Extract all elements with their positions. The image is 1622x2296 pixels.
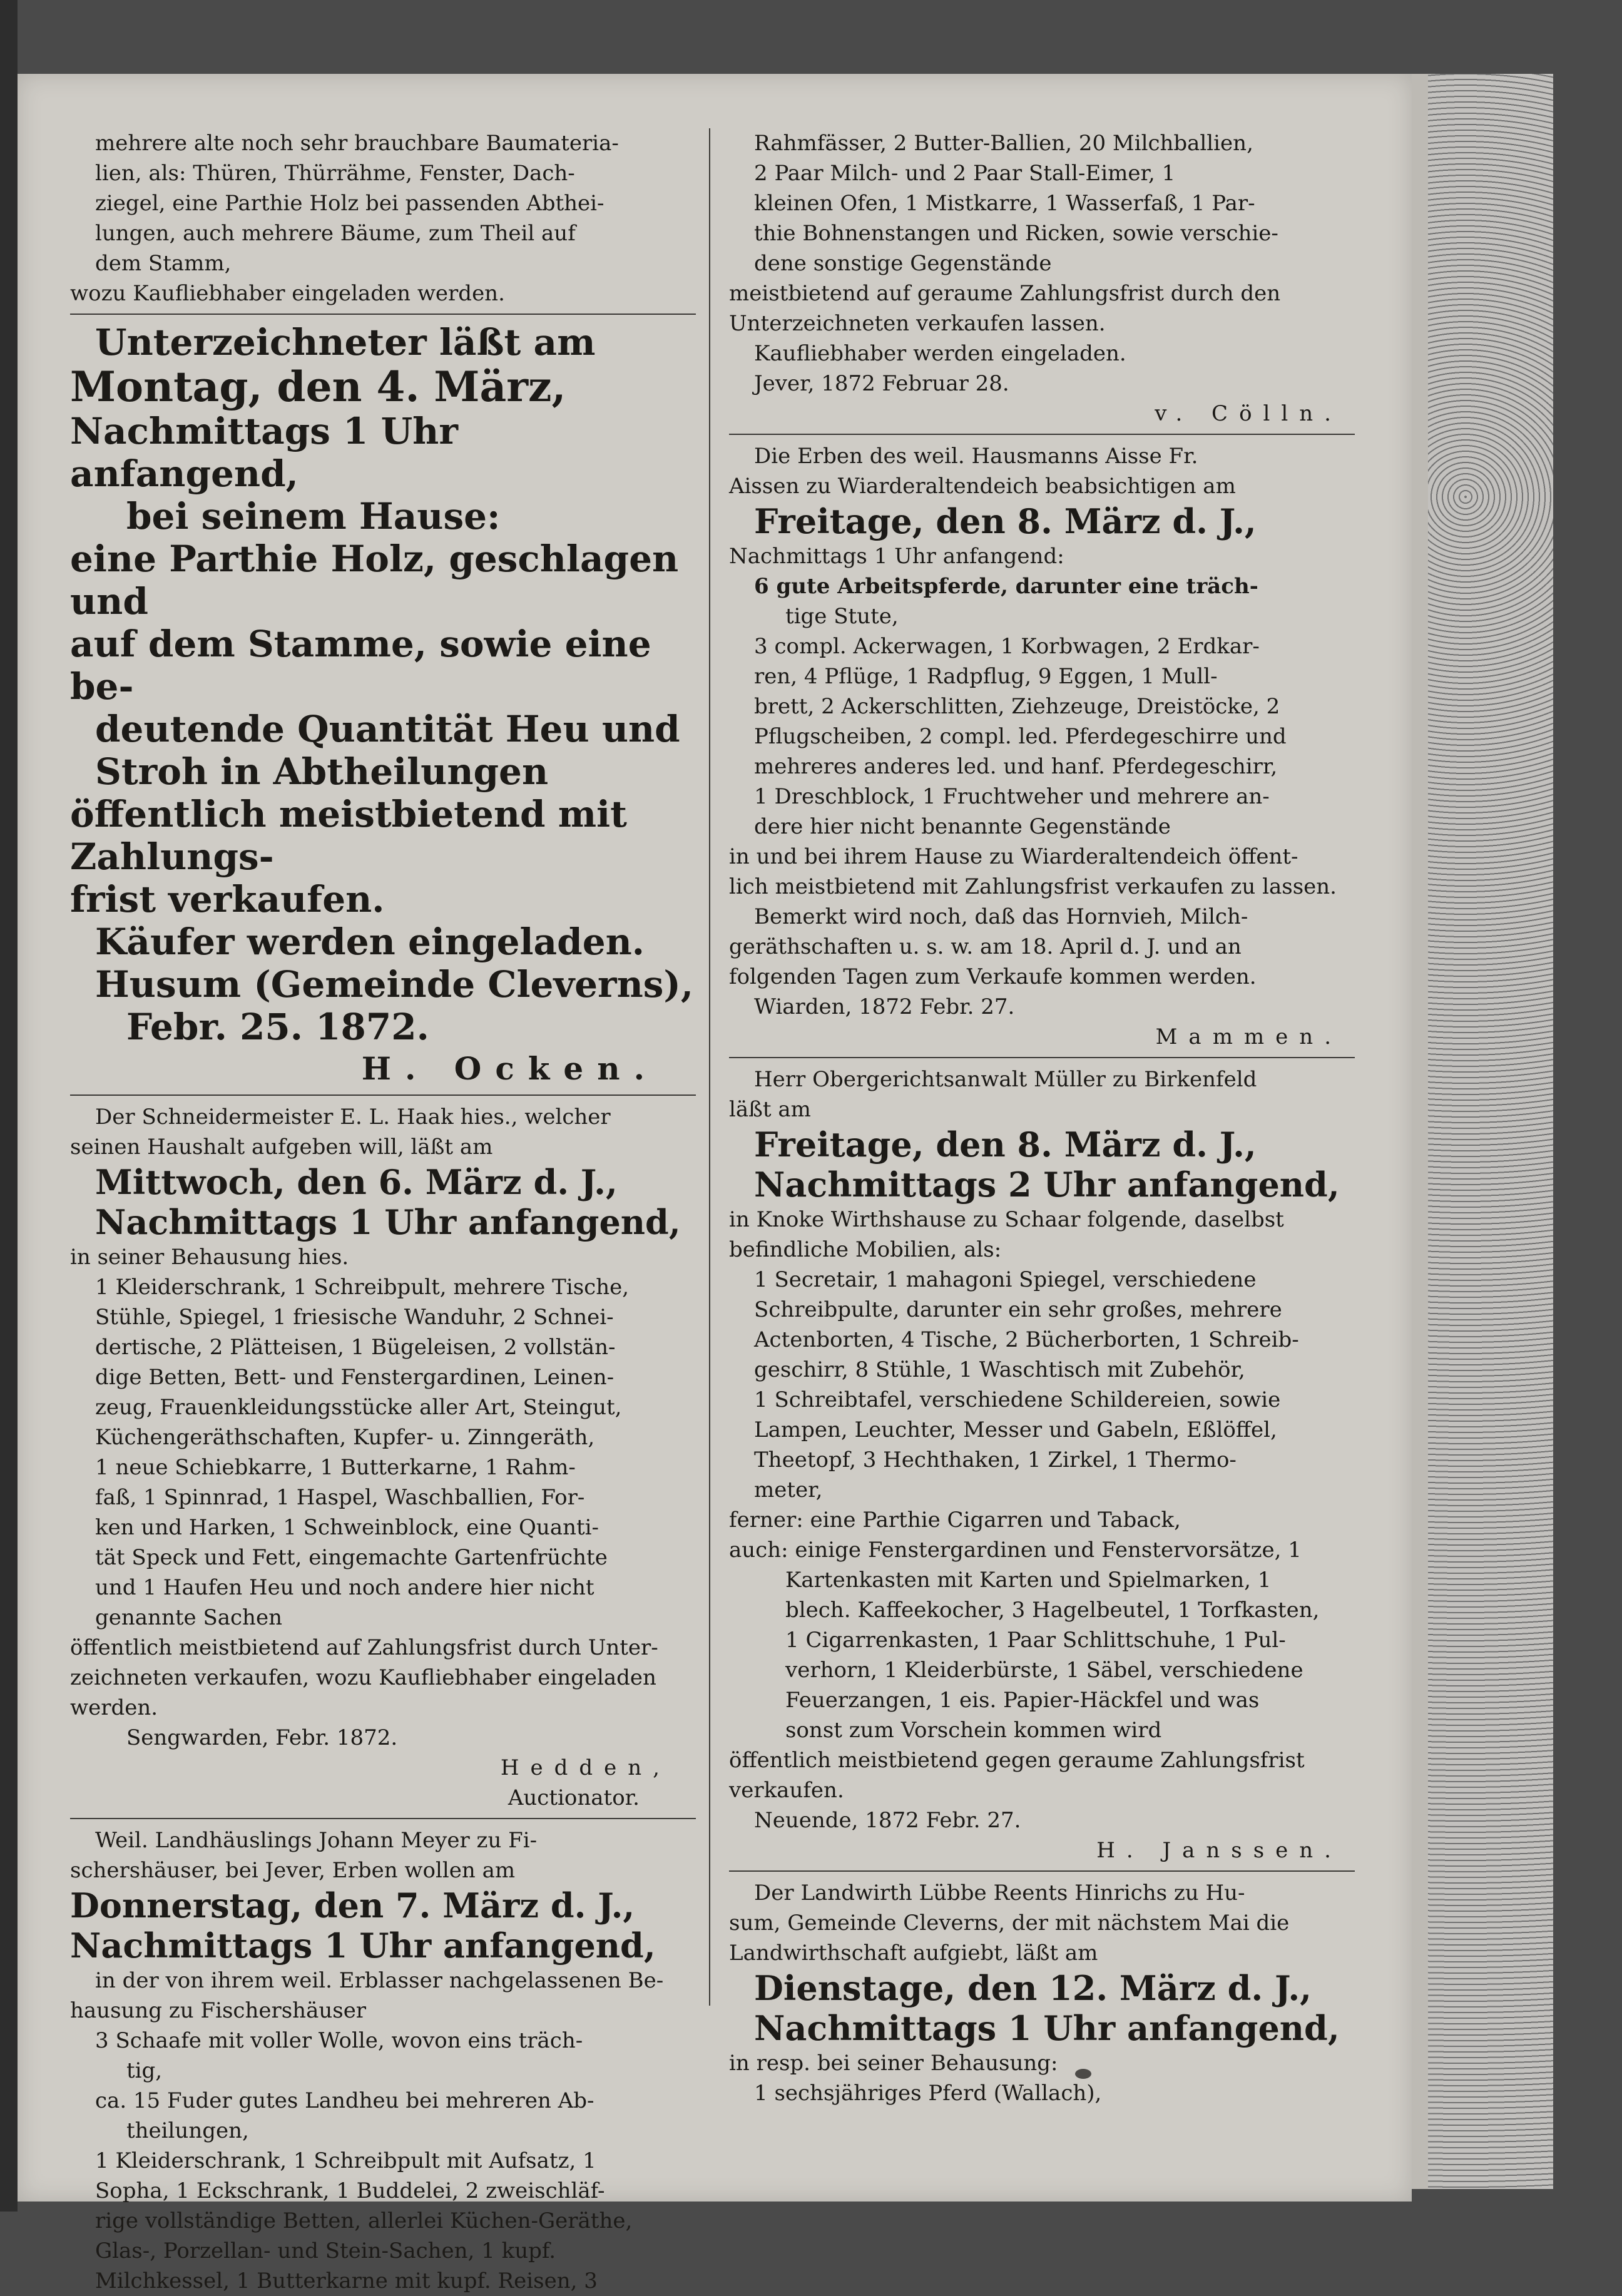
item-line: Feuerzangen, 1 eis. Papier-Häckfel und was <box>785 1688 1260 1713</box>
text-line: folgenden Tagen zum Verkaufe kommen werden. <box>729 964 1257 989</box>
text-line: mehrere alte noch sehr brauchbare Baumateria- <box>95 131 619 156</box>
text-line: lungen, auch mehrere Bäume, zum Theil auf <box>95 221 576 246</box>
item-line: dertische, 2 Plätteisen, 1 Bügeleisen, 2 vollstän- <box>95 1335 616 1360</box>
item-line: Stühle, Spiegel, 1 friesische Wanduhr, 2 Schnei- <box>95 1305 614 1330</box>
ad-headline: auf dem Stamme, sowie eine be- <box>70 623 651 708</box>
text-line: Der Landwirth Lübbe Reents Hinrichs zu Hu- <box>754 1880 1245 1906</box>
item-line: dene sonstige Gegenstände <box>754 251 1052 276</box>
ad-date: Febr. 25. 1872. <box>126 1006 429 1048</box>
item-line: Pflugscheiben, 2 compl. led. Pferdegeschirre und <box>754 724 1287 749</box>
ad-signature: H. Ocken. <box>361 1050 658 1087</box>
text-line: auch: einige Fenstergardinen und Fenstervorsätze, 1 <box>729 1538 1302 1563</box>
item-line: 1 Dreschblock, 1 Fruchtweher und mehrere an- <box>754 784 1270 809</box>
text-line: verkaufen. <box>729 1778 844 1803</box>
ad-headline: Husum (Gemeinde Cleverns), <box>95 963 694 1006</box>
ad-headline: Montag, den 4. März, <box>70 362 566 411</box>
item-line: 3 compl. Ackerwagen, 1 Korbwagen, 2 Erdkar- <box>754 634 1260 659</box>
ad-signature: Mammen. <box>1155 1024 1342 1049</box>
text-line: Weil. Landhäuslings Johann Meyer zu Fi- <box>95 1828 538 1853</box>
ad-separator <box>70 314 696 315</box>
ad-headline: deutende Quantität Heu und <box>95 708 680 750</box>
ad-signature: v. Cölln. <box>1155 401 1342 426</box>
ad-headline: Nachmittags 2 Uhr anfangend, <box>754 1165 1340 1205</box>
ad-headline: Mittwoch, den 6. März d. J., <box>95 1162 618 1202</box>
text-line: Unterzeichneten verkaufen lassen. <box>729 311 1106 336</box>
text-line: in seiner Behausung hies. <box>70 1245 349 1270</box>
item-line: tig, <box>126 2058 163 2083</box>
item-line: 1 Cigarrenkasten, 1 Paar Schlittschuhe, 1 Pul- <box>785 1628 1286 1653</box>
scan-left-edge <box>0 0 18 2212</box>
item-line: 1 Schreibtafel, verschiedene Schildereien, sowie <box>754 1387 1281 1412</box>
ad-headline: öffentlich meistbietend mit Zahlungs- <box>70 793 627 878</box>
ad-signature: H. Janssen. <box>1096 1838 1342 1863</box>
ad-separator <box>729 1057 1355 1058</box>
item-line: geschirr, 8 Stühle, 1 Waschtisch mit Zubehör, <box>754 1357 1245 1382</box>
ad-headline: Nachmittags 1 Uhr anfangend, <box>754 2008 1340 2048</box>
item-line: ren, 4 Pflüge, 1 Radpflug, 9 Eggen, 1 Mull- <box>754 664 1218 689</box>
text-line: geräthschaften u. s. w. am 18. April d. J. und an <box>729 934 1242 959</box>
item-line: und 1 Haufen Heu und noch andere hier nicht <box>95 1575 594 1600</box>
item-line: 1 neue Schiebkarre, 1 Butterkarne, 1 Rahm- <box>95 1455 576 1480</box>
ad-separator <box>70 1094 696 1096</box>
item-line: genannte Sachen <box>95 1605 282 1630</box>
item-line: 1 sechsjähriges Pferd (Wallach), <box>754 2081 1102 2106</box>
item-line: Actenborten, 4 Tische, 2 Bücherborten, 1 Schreib- <box>754 1327 1299 1352</box>
text-line: werden. <box>70 1695 158 1720</box>
item-line: mehreres anderes led. und hanf. Pferdegeschirr, <box>754 754 1278 779</box>
text-line: Landwirthschaft aufgiebt, läßt am <box>729 1941 1098 1966</box>
text-line: schershäuser, bei Jever, Erben wollen am <box>70 1858 516 1883</box>
text-line: in Knoke Wirthshause zu Schaar folgende, daselbst <box>729 1207 1284 1232</box>
ad-headline: Freitage, den 8. März d. J., <box>754 501 1257 541</box>
item-line: theilungen, <box>126 2118 249 2143</box>
ad-headline: Stroh in Abtheilungen <box>95 750 549 793</box>
item-line: 2 Paar Milch- und 2 Paar Stall-Eimer, 1 <box>754 161 1176 186</box>
left-column <box>70 128 696 2296</box>
item-line: Schreibpulte, darunter ein sehr großes, mehrere <box>754 1297 1282 1322</box>
text-line: zeichneten verkaufen, wozu Kaufliebhaber eingeladen <box>70 1665 656 1690</box>
speckled-book-edge <box>1428 74 1553 2189</box>
text-line: lien, als: Thüren, Thürrähme, Fenster, Dach- <box>95 161 575 186</box>
ad-headline: Dienstage, den 12. März d. J., <box>754 1968 1312 2008</box>
item-line: Kartenkasten mit Karten und Spielmarken, 1 <box>785 1568 1272 1593</box>
text-line: dem Stamm, <box>95 251 232 276</box>
ad-date: Sengwarden, Febr. 1872. <box>126 1725 398 1750</box>
ad-aissen <box>729 441 1355 1052</box>
text-line: lich meistbietend mit Zahlungsfrist verkaufen zu lassen. <box>729 874 1337 899</box>
ad-headline: Käufer werden eingeladen. <box>95 921 645 963</box>
item-line: sonst zum Vorschein kommen wird <box>785 1718 1162 1743</box>
text-line: meistbietend auf geraume Zahlungsfrist durch den <box>729 281 1281 306</box>
item-line: Küchengeräthschaften, Kupfer- u. Zinngeräth, <box>95 1425 595 1450</box>
item-line: thie Bohnenstangen und Ricken, sowie verschie- <box>754 221 1278 246</box>
item-line: meter, <box>754 1477 823 1503</box>
text-line: befindliche Mobilien, als: <box>729 1237 1002 1262</box>
text-line: ferner: eine Parthie Cigarren und Taback, <box>729 1508 1181 1533</box>
text-line: Aissen zu Wiarderaltendeich beabsichtigen am <box>729 474 1236 499</box>
ad-headline: Nachmittags 1 Uhr anfangend, <box>95 1202 681 1242</box>
text-line: Nachmittags 1 Uhr anfangend: <box>729 544 1064 569</box>
text-line: in und bei ihrem Hause zu Wiarderaltendeich öffent- <box>729 844 1298 869</box>
ad-headline: frist verkaufen. <box>70 878 385 921</box>
item-line: verhorn, 1 Kleiderbürste, 1 Säbel, verschiedene <box>785 1658 1303 1683</box>
ad-date: Wiarden, 1872 Febr. 27. <box>754 994 1015 1019</box>
item-line: Lampen, Leuchter, Messer und Gabeln, Eßlöffel, <box>754 1417 1277 1442</box>
item-line: brett, 2 Ackerschlitten, Ziehzeuge, Dreistöcke, 2 <box>754 694 1280 719</box>
text-line: Die Erben des weil. Hausmanns Aisse Fr. <box>754 444 1198 469</box>
text-line: wozu Kaufliebhaber eingeladen werden. <box>70 281 505 306</box>
item-line: Glas-, Porzellan- und Stein-Sachen, 1 kupf. <box>95 2238 556 2263</box>
text-line: seinen Haushalt aufgeben will, läßt am <box>70 1135 493 1160</box>
item-line: 6 gute Arbeitspferde, darunter eine träch- <box>754 574 1258 599</box>
item-line: Sopha, 1 Eckschrank, 1 Buddelei, 2 zweischläf- <box>95 2178 605 2203</box>
ad-headline: Donnerstag, den 7. März d. J., <box>70 1885 635 1926</box>
ad-hinrichs <box>729 1878 1355 2108</box>
ad-mueller <box>729 1064 1355 1865</box>
item-line: kleinen Ofen, 1 Mistkarre, 1 Wasserfaß, 1 Par- <box>754 191 1255 216</box>
ad-separator <box>729 1870 1355 1872</box>
text-line: in der von ihrem weil. Erblasser nachgelassenen Be- <box>95 1968 664 1993</box>
item-line: Theetopf, 3 Hechthaken, 1 Zirkel, 1 Thermo- <box>754 1447 1237 1472</box>
ad-headline: bei seinem Hause: <box>126 495 501 538</box>
text-line: läßt am <box>729 1097 811 1122</box>
item-line: zeug, Frauenkleidungsstücke aller Art, Steingut, <box>95 1395 622 1420</box>
ad-date: Neuende, 1872 Febr. 27. <box>754 1808 1021 1833</box>
ad-ocken <box>70 321 696 1089</box>
text-line: in resp. bei seiner Behausung: <box>729 2051 1058 2076</box>
text-line: hausung zu Fischershäuser <box>70 1998 367 2023</box>
ink-blot <box>1075 2069 1091 2079</box>
ad-headline: Nachmittags 1 Uhr anfangend, <box>70 1926 656 1966</box>
item-line: blech. Kaffeekocher, 3 Hagelbeutel, 1 Torfkasten, <box>785 1598 1320 1623</box>
item-line: ken und Harken, 1 Schweinblock, eine Quanti- <box>95 1515 599 1540</box>
text-line: öffentlich meistbietend auf Zahlungsfrist durch Unter- <box>70 1635 658 1660</box>
text-line: Kaufliebhaber werden eingeladen. <box>754 341 1126 366</box>
ad-meyer <box>70 1825 696 2296</box>
text-line: ziegel, eine Parthie Holz bei passenden Abthei- <box>95 191 604 216</box>
item-line: faß, 1 Spinnrad, 1 Haspel, Waschballien, For- <box>95 1485 585 1510</box>
ad-headline: Freitage, den 8. März d. J., <box>754 1125 1257 1165</box>
item-line: Rahmfässer, 2 Butter-Ballien, 20 Milchballien, <box>754 131 1253 156</box>
right-column <box>729 128 1355 2108</box>
ad-headline: Nachmittags 1 Uhr anfangend, <box>70 410 458 495</box>
item-line: 1 Secretair, 1 mahagoni Spiegel, verschiedene <box>754 1267 1257 1292</box>
item-line: tät Speck und Fett, eingemachte Gartenfrüchte <box>95 1545 608 1570</box>
text-line: öffentlich meistbietend gegen geraume Zahlungsfrist <box>729 1748 1305 1773</box>
ad-separator <box>70 1818 696 1819</box>
item-line: 1 Kleiderschrank, 1 Schreibpult mit Aufsatz, 1 <box>95 2148 596 2173</box>
item-line: tige Stute, <box>785 604 899 629</box>
item-line: Milchkessel, 1 Butterkarne mit kupf. Reisen, 3 <box>95 2268 598 2293</box>
column-divider <box>709 128 710 2006</box>
item-line: 1 Kleiderschrank, 1 Schreibpult, mehrere Tische, <box>95 1275 630 1300</box>
item-line: rige vollständige Betten, allerlei Küchen-Geräthe, <box>95 2208 633 2233</box>
ad-headline: Unterzeichneter läßt am <box>95 321 596 364</box>
ad-signature: Hedden, <box>500 1755 671 1780</box>
ad-headline: eine Parthie Holz, geschlagen und <box>70 538 679 623</box>
text-line: Bemerkt wird noch, daß das Hornvieh, Milch- <box>754 904 1248 929</box>
text-line: Herr Obergerichtsanwalt Müller zu Birkenfeld <box>754 1067 1257 1092</box>
ad-haak <box>70 1102 696 1813</box>
ad-date: Jever, 1872 Februar 28. <box>754 371 1009 396</box>
item-line: ca. 15 Fuder gutes Landheu bei mehreren Ab- <box>95 2088 594 2113</box>
item-line: 3 Schaafe mit voller Wolle, wovon eins träch- <box>95 2028 583 2053</box>
item-line: dige Betten, Bett- und Fenstergardinen, Leinen- <box>95 1365 615 1390</box>
ad-signature-title: Auctionator. <box>508 1785 640 1810</box>
text-line: sum, Gemeinde Cleverns, der mit nächstem Mai die <box>729 1911 1290 1936</box>
item-line: dere hier nicht benannte Gegenstände <box>754 814 1171 839</box>
text-line: Der Schneidermeister E. L. Haak hies., welcher <box>95 1105 611 1130</box>
page-right-edge <box>1412 74 1428 2189</box>
ad-separator <box>729 434 1355 435</box>
